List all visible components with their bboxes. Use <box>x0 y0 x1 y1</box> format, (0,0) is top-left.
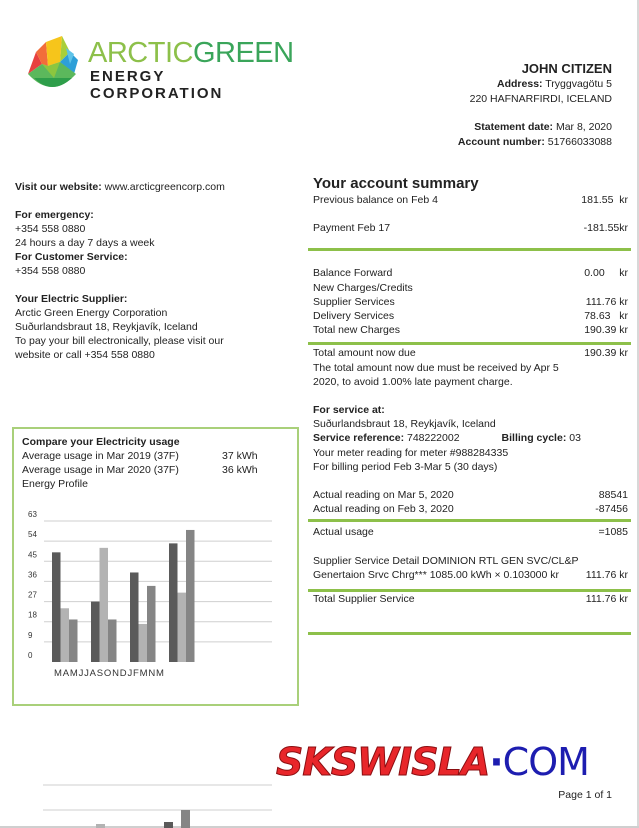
row-amount: 111.76 kr <box>585 295 628 308</box>
bar-series-2 <box>61 608 70 662</box>
bar-series-3 <box>108 619 117 662</box>
customer-service-phone: +354 558 0880 <box>15 265 86 277</box>
usage-value: 37 kWh <box>222 450 258 462</box>
summary-row-total-due <box>313 346 628 360</box>
usage-label: Average usage in Mar 2020 (37F) <box>22 464 179 476</box>
company-name <box>88 38 294 68</box>
customer-service-label: For Customer Service: <box>15 251 128 263</box>
row-amount: 88541 <box>598 489 628 502</box>
y-tick-label: 9 <box>28 630 33 640</box>
usage-compare-title: Compare your Electricity usage <box>22 436 180 448</box>
x-tick-labels: MAMJJASONDJFMNM <box>54 668 165 679</box>
contact-info <box>15 180 295 362</box>
address-value: Tryggvagötu 5 <box>545 78 612 90</box>
usage-compare-header <box>22 435 282 491</box>
service-reference-row <box>313 431 628 445</box>
statement-date: Mar 8, 2020 <box>555 121 612 133</box>
bar-fragment <box>181 810 190 828</box>
emergency-phone: +354 558 0880 <box>15 223 86 235</box>
divider <box>308 519 631 522</box>
row-label: Actual reading on Mar 5, 2020 <box>313 489 454 502</box>
summary-row-balance-forward <box>313 266 628 280</box>
supplier-label: Your Electric Supplier: <box>15 293 128 305</box>
row-amount: 190.39 kr <box>584 347 628 360</box>
leaf-logo-icon <box>24 34 80 92</box>
row-label: Delivery Services <box>313 310 395 323</box>
statement-date-label: Statement date: <box>474 121 554 133</box>
customer-name: JOHN CITIZEN <box>521 61 612 76</box>
row-label: New Charges/Credits <box>313 281 413 294</box>
row-label: Payment Feb 17 <box>313 222 391 235</box>
bar-fragment <box>96 824 105 828</box>
row-amount: 78.63 kr <box>584 310 628 323</box>
y-tick-label: 45 <box>28 550 37 560</box>
row-amount: 111.76 kr <box>585 593 628 606</box>
bar-series-3 <box>186 530 195 662</box>
bar-series-1 <box>91 602 100 662</box>
due-note-line2: 2020, to avoid 1.00% late payment charge. <box>313 375 513 388</box>
account-number: 51766033088 <box>547 136 612 148</box>
bar-series-3 <box>147 586 156 662</box>
supplier-name: Arctic Green Energy Corporation <box>15 307 168 319</box>
reading-row-current <box>313 488 628 502</box>
row-amount: -181.55kr <box>583 222 628 235</box>
bar-series-1 <box>130 572 139 662</box>
row-label: Genertaion Srvc Chrg*** 1085.00 kWh × 0.103000 kr <box>313 568 560 581</box>
website-label: Visit our website: <box>15 181 102 193</box>
usage-value: 36 kWh <box>222 464 258 476</box>
company-logo <box>24 34 294 102</box>
summary-row-supplier-services <box>313 295 628 309</box>
website-link[interactable]: www.arcticgreencorp.com <box>104 181 225 193</box>
emergency-label: For emergency: <box>15 209 94 221</box>
service-address: Suðurlandsbraut 18, Reykjavík, Iceland <box>313 418 496 431</box>
energy-profile-chart <box>14 509 297 689</box>
row-label: Total Supplier Service <box>313 593 415 606</box>
bar-series-2 <box>100 548 109 662</box>
bar-fragment <box>164 822 173 828</box>
y-tick-label: 27 <box>28 590 37 600</box>
usage-row-2019 <box>22 449 282 463</box>
row-label: Actual reading on Feb 3, 2020 <box>313 503 454 516</box>
bar-series-2 <box>178 593 187 662</box>
energy-profile-label: Energy Profile <box>22 478 88 490</box>
row-label: Actual usage <box>313 526 374 539</box>
row-amount: -87456 <box>595 503 628 516</box>
bar-series-3 <box>69 619 78 662</box>
bar-series-1 <box>52 552 61 662</box>
account-number-row <box>458 135 612 150</box>
summary-row-new-charges <box>313 281 628 295</box>
supplier-address: Suðurlandsbraut 18, Reykjavík, Iceland <box>15 321 198 333</box>
y-tick-label: 54 <box>28 530 37 540</box>
chart-fragment <box>40 780 280 828</box>
billing-cycle: 03 <box>569 432 581 445</box>
divider <box>308 589 631 592</box>
summary-title: Your account summary <box>313 175 479 192</box>
service-ref-label: Service reference: <box>313 432 405 445</box>
summary-row-total-new <box>313 323 628 337</box>
customer-address-block <box>470 60 612 107</box>
summary-row-payment <box>313 221 628 235</box>
reading-row-previous <box>313 502 628 516</box>
meter-line: Your meter reading for meter #988284335 <box>313 446 509 459</box>
divider <box>308 342 631 345</box>
usage-row <box>313 525 628 539</box>
billing-cycle-label: Billing cycle: <box>501 432 567 445</box>
y-tick-label: 63 <box>28 510 37 519</box>
bar-series-2 <box>139 624 148 662</box>
y-tick-label: 18 <box>28 610 37 620</box>
account-number-label: Account number: <box>457 136 545 148</box>
service-ref: 748222002 <box>406 432 460 445</box>
service-at-label: For service at: <box>313 404 385 417</box>
company-subtitle: ENERGY CORPORATION <box>90 68 224 102</box>
billing-period: For billing period Feb 3-Mar 5 (30 days) <box>313 460 498 473</box>
watermark-red: SKSWISLA <box>276 740 490 784</box>
address-line1 <box>470 77 612 92</box>
usage-row-2020 <box>22 463 282 477</box>
page-number: Page 1 of 1 <box>558 789 612 801</box>
y-tick-label: 36 <box>28 570 37 580</box>
row-label: Balance Forward <box>313 267 393 280</box>
row-amount: 0.00 kr <box>584 267 628 280</box>
row-label: Total new Charges <box>313 324 400 337</box>
summary-row-previous-balance <box>313 193 628 207</box>
due-note-line1: The total amount now due must be received by Apr 5 <box>313 361 559 374</box>
pay-instructions-line1: To pay your bill electronically, please visit our <box>15 335 224 347</box>
divider <box>308 632 631 635</box>
row-amount: 111.76 kr <box>585 568 628 581</box>
usage-compare-box <box>12 427 299 706</box>
account-summary <box>313 175 628 606</box>
emergency-hours: 24 hours a day 7 days a week <box>15 237 155 249</box>
row-amount: 181.55 kr <box>581 194 628 206</box>
watermark-blue: COM <box>502 740 589 784</box>
divider <box>308 248 631 251</box>
row-label: Supplier Services <box>313 295 395 308</box>
company-name-part1: ARCTIC <box>88 37 193 69</box>
row-amount: 190.39 kr <box>584 324 628 337</box>
supplier-detail-line1: Supplier Service Detail DOMINION RTL GEN SVC/CL&P <box>313 554 579 567</box>
total-supplier-row <box>313 592 628 606</box>
bar-series-1 <box>169 543 178 662</box>
row-amount: =1085 <box>598 526 628 539</box>
address-line2: 220 HAFNARFIRDI, ICELAND <box>469 93 612 105</box>
y-tick-label: 0 <box>28 651 33 660</box>
pay-instructions-line2: website or call +354 558 0880 <box>15 349 155 361</box>
row-label: Previous balance on Feb 4 <box>313 194 438 206</box>
statement-info <box>458 120 612 150</box>
statement-date-row <box>458 120 612 135</box>
company-name-part2: GREEN <box>192 37 294 69</box>
supplier-detail-row <box>313 568 628 582</box>
summary-row-delivery-services <box>313 309 628 323</box>
watermark-dot: · <box>489 740 503 784</box>
address-label: Address: <box>497 78 543 90</box>
row-label: Total amount now due <box>313 347 416 360</box>
usage-label: Average usage in Mar 2019 (37F) <box>22 450 179 462</box>
watermark <box>276 740 589 784</box>
website-row <box>15 180 295 194</box>
